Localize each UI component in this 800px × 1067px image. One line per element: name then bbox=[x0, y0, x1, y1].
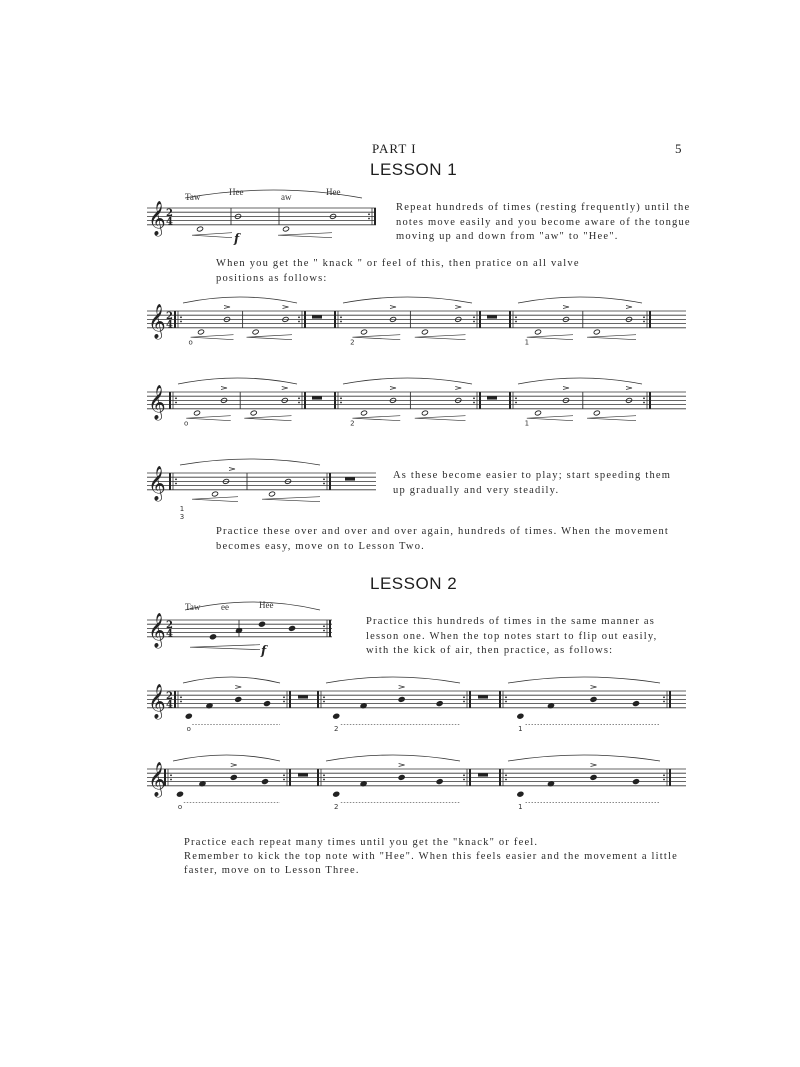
accent-mark bbox=[626, 387, 632, 390]
quarter-note bbox=[517, 791, 524, 797]
crescendo-hairpin bbox=[587, 335, 636, 340]
repeat-dot bbox=[323, 696, 325, 698]
quarter-note bbox=[258, 621, 265, 627]
lesson-1-practice-instructions: Practice these over and over and over again, hundreds of times. When the movement becomes easy, move on to Lesson Two. bbox=[216, 526, 670, 552]
quarter-note bbox=[333, 713, 340, 719]
repeat-dot bbox=[323, 630, 325, 632]
valve-fingering: 3 bbox=[179, 513, 185, 522]
repeat-dot bbox=[170, 779, 172, 781]
crescendo-hairpin bbox=[190, 645, 260, 650]
time-signature-bottom: 4 bbox=[166, 699, 173, 711]
repeat-dot bbox=[175, 478, 177, 480]
quarter-note bbox=[590, 774, 597, 780]
treble-clef-icon: 𝄞 bbox=[148, 465, 166, 501]
slur bbox=[518, 378, 642, 384]
forte-dynamic: f bbox=[234, 231, 240, 246]
crescendo-hairpin bbox=[191, 335, 234, 340]
repeat-dot bbox=[663, 774, 665, 776]
crescendo-hairpin bbox=[352, 335, 400, 340]
lesson-2-instructions: Practice this hundreds of times in the same manner as lesson one. When the top notes start to flip out easily, with the kick of air, then practice, as follows: bbox=[366, 616, 658, 656]
crescendo-hairpin bbox=[527, 335, 573, 340]
accent-mark bbox=[229, 468, 235, 471]
treble-clef-icon: 𝄞 bbox=[148, 384, 166, 420]
repeat-dot bbox=[505, 696, 507, 698]
repeat-dot bbox=[283, 779, 285, 781]
slur bbox=[173, 755, 280, 761]
staves bbox=[147, 208, 686, 786]
crescendo-hairpin bbox=[186, 416, 231, 421]
treble-clef-icon: 𝄞 bbox=[148, 683, 166, 719]
repeat-dot bbox=[175, 402, 177, 404]
valve-fingering: o bbox=[188, 338, 193, 347]
crescendo-hairpin bbox=[415, 416, 466, 421]
whole-rest bbox=[298, 695, 308, 698]
repeat-dot bbox=[283, 774, 285, 776]
lesson-1-speed-instructions: As these become easier to play; start speeding them up gradually and very steadily. bbox=[393, 470, 672, 496]
accent-mark bbox=[282, 387, 288, 390]
valve-fingering: 1 bbox=[518, 802, 523, 811]
repeat-dot bbox=[643, 321, 645, 323]
repeat-dot bbox=[323, 625, 325, 627]
syllable-hee-2: Hee bbox=[326, 187, 341, 197]
repeat-dot bbox=[298, 402, 300, 404]
syllable-taw-l2: Taw bbox=[185, 602, 201, 612]
slur bbox=[518, 297, 642, 303]
repeat-dot bbox=[323, 774, 325, 776]
whole-rest bbox=[487, 396, 497, 399]
slur bbox=[185, 602, 320, 610]
repeat-dot bbox=[663, 696, 665, 698]
whole-rest bbox=[298, 773, 308, 776]
treble-clef-icon: 𝄞 bbox=[148, 200, 166, 236]
part-heading: PART I bbox=[372, 141, 417, 156]
slur bbox=[183, 677, 280, 683]
repeat-dot bbox=[463, 774, 465, 776]
quarter-note bbox=[209, 634, 216, 640]
repeat-dot bbox=[323, 483, 325, 485]
accent-mark bbox=[591, 764, 597, 767]
slur bbox=[343, 378, 472, 384]
repeat-dot bbox=[283, 701, 285, 703]
crescendo-hairpin bbox=[192, 233, 232, 238]
valve-fingering: 1 bbox=[524, 419, 530, 428]
accent-mark bbox=[283, 306, 289, 309]
valve-fingering: 2 bbox=[350, 419, 355, 428]
accent-mark bbox=[231, 764, 237, 767]
crescendo-hairpin bbox=[192, 497, 238, 502]
repeat-dot bbox=[323, 478, 325, 480]
quarter-note bbox=[230, 774, 237, 780]
whole-rest bbox=[345, 477, 355, 480]
half-note bbox=[282, 226, 289, 232]
accent-mark bbox=[563, 306, 569, 309]
repeat-dot bbox=[175, 397, 177, 399]
repeat-dot bbox=[505, 774, 507, 776]
accent-mark bbox=[626, 306, 632, 309]
crescendo-hairpin bbox=[262, 497, 320, 502]
crescendo-hairpin bbox=[587, 416, 636, 421]
half-note bbox=[360, 410, 367, 416]
quarter-note bbox=[436, 779, 443, 785]
time-signature-top: 2 bbox=[166, 207, 173, 219]
repeat-dot bbox=[643, 402, 645, 404]
crescendo-hairpin bbox=[244, 416, 291, 421]
repeat-dot bbox=[505, 701, 507, 703]
repeat-dot bbox=[175, 483, 177, 485]
repeat-dot bbox=[298, 397, 300, 399]
accent-mark bbox=[235, 686, 241, 689]
repeat-dot bbox=[663, 779, 665, 781]
treble-clef-icon: 𝄞 bbox=[148, 612, 166, 648]
accent-mark bbox=[591, 686, 597, 689]
treble-clef-icon: 𝄞 bbox=[148, 303, 166, 339]
valve-fingering: 2 bbox=[350, 338, 355, 347]
valve-fingering: 2 bbox=[334, 724, 339, 733]
crescendo-hairpin bbox=[278, 233, 332, 238]
repeat-dot bbox=[515, 321, 517, 323]
quarter-note bbox=[235, 696, 242, 702]
slur bbox=[508, 677, 660, 683]
repeat-dot bbox=[463, 779, 465, 781]
valve-fingering: o bbox=[186, 724, 191, 733]
crescendo-hairpin bbox=[247, 335, 293, 340]
repeat-dot bbox=[505, 779, 507, 781]
quarter-note bbox=[398, 774, 405, 780]
quarter-note bbox=[517, 713, 524, 719]
slur bbox=[178, 378, 297, 384]
half-note bbox=[193, 410, 200, 416]
treble-clef-icon: 𝄞 bbox=[148, 761, 166, 797]
repeat-dot bbox=[515, 316, 517, 318]
accent-mark bbox=[221, 387, 227, 390]
repeat-dot bbox=[323, 701, 325, 703]
half-note bbox=[211, 491, 218, 497]
accent-mark bbox=[455, 387, 461, 390]
notation-marks bbox=[148, 190, 670, 811]
repeat-dot bbox=[180, 316, 182, 318]
accent-mark bbox=[399, 686, 405, 689]
quarter-note bbox=[590, 696, 597, 702]
crescendo-hairpin bbox=[415, 335, 466, 340]
lesson-1-valve-instructions: When you get the " knack " or feel of this, then pratice on all valve positions as follows: bbox=[216, 258, 580, 284]
slur bbox=[326, 677, 460, 683]
whole-rest bbox=[478, 773, 488, 776]
accent-mark bbox=[455, 306, 461, 309]
forte-dynamic: f bbox=[261, 643, 267, 658]
slur bbox=[343, 297, 472, 303]
half-note bbox=[534, 329, 541, 335]
repeat-dot bbox=[515, 397, 517, 399]
repeat-dot bbox=[473, 316, 475, 318]
repeat-dot bbox=[180, 321, 182, 323]
repeat-dot bbox=[368, 218, 370, 220]
accent-mark bbox=[390, 387, 396, 390]
repeat-dot bbox=[340, 316, 342, 318]
accent-mark bbox=[390, 306, 396, 309]
time-signature-bottom: 4 bbox=[166, 216, 173, 228]
lesson-1-title: LESSON 1 bbox=[370, 160, 458, 179]
half-note bbox=[421, 329, 428, 335]
valve-fingering: 1 bbox=[179, 504, 185, 513]
repeat-dot bbox=[463, 696, 465, 698]
syllable-hee-l2: Hee bbox=[259, 600, 274, 610]
syllable-hee: Hee bbox=[229, 187, 244, 197]
valve-fingering: o bbox=[177, 802, 183, 811]
quarter-note bbox=[288, 625, 295, 631]
quarter-note bbox=[632, 779, 639, 785]
slur bbox=[326, 755, 460, 761]
quarter-note bbox=[436, 701, 443, 707]
crescendo-hairpin bbox=[527, 416, 573, 421]
time-signature-top: 2 bbox=[166, 619, 173, 631]
slur bbox=[183, 297, 297, 303]
page-number: 5 bbox=[675, 141, 682, 156]
accent-mark bbox=[399, 764, 405, 767]
time-signature-top: 2 bbox=[166, 690, 173, 702]
whole-rest bbox=[312, 315, 322, 318]
repeat-dot bbox=[283, 696, 285, 698]
half-note bbox=[268, 491, 275, 497]
half-note bbox=[534, 410, 541, 416]
whole-rest bbox=[487, 315, 497, 318]
repeat-dot bbox=[298, 321, 300, 323]
repeat-dot bbox=[170, 774, 172, 776]
repeat-dot bbox=[643, 397, 645, 399]
slur bbox=[180, 459, 320, 465]
quarter-note bbox=[632, 701, 639, 707]
repeat-dot bbox=[298, 316, 300, 318]
repeat-dot bbox=[368, 213, 370, 215]
quarter-note bbox=[333, 791, 340, 797]
quarter-note bbox=[185, 713, 192, 719]
half-note bbox=[360, 329, 367, 335]
crescendo-hairpin bbox=[352, 416, 400, 421]
syllable-ee-l2: ee bbox=[221, 602, 229, 612]
repeat-dot bbox=[340, 397, 342, 399]
half-note bbox=[250, 410, 257, 416]
time-signature-bottom: 4 bbox=[166, 628, 173, 640]
valve-fingering: 2 bbox=[334, 802, 339, 811]
repeat-dot bbox=[180, 701, 182, 703]
lesson-2-title: LESSON 2 bbox=[370, 574, 458, 593]
repeat-dot bbox=[663, 701, 665, 703]
time-signature-top: 2 bbox=[166, 310, 173, 322]
accent-mark bbox=[563, 387, 569, 390]
lesson-2-repeat-instructions: Practice each repeat many times until you get the "knack" or feel. Remember to kick the top note with "Hee". When this feels easier and the movement a little faster, move on to Lesson Three. bbox=[184, 837, 678, 876]
accent-mark bbox=[224, 306, 230, 309]
syllable-aw: aw bbox=[281, 192, 292, 202]
repeat-dot bbox=[323, 779, 325, 781]
repeat-dot bbox=[643, 316, 645, 318]
repeat-dot bbox=[463, 701, 465, 703]
repeat-dot bbox=[340, 321, 342, 323]
half-note bbox=[593, 329, 600, 335]
valve-fingering: 1 bbox=[518, 724, 523, 733]
quarter-note bbox=[398, 696, 405, 702]
whole-rest bbox=[312, 396, 322, 399]
lesson-1-instructions: Repeat hundreds of times (resting frequently) until the notes move easily and you become aware of the tongue moving up and down from "aw" to "Hee". bbox=[396, 202, 691, 242]
half-note bbox=[197, 329, 204, 335]
repeat-dot bbox=[515, 402, 517, 404]
valve-fingering: o bbox=[184, 419, 189, 428]
half-note bbox=[252, 329, 259, 335]
syllable-taw: Taw bbox=[185, 192, 201, 202]
valve-fingering: 1 bbox=[524, 338, 530, 347]
repeat-dot bbox=[340, 402, 342, 404]
repeat-dot bbox=[473, 321, 475, 323]
quarter-note bbox=[176, 791, 183, 797]
half-note bbox=[421, 410, 428, 416]
whole-rest bbox=[478, 695, 488, 698]
half-note bbox=[593, 410, 600, 416]
slur bbox=[508, 755, 660, 761]
half-note bbox=[196, 226, 203, 232]
slur bbox=[185, 190, 362, 198]
repeat-dot bbox=[473, 397, 475, 399]
quarter-note bbox=[263, 701, 270, 707]
repeat-dot bbox=[180, 696, 182, 698]
repeat-dot bbox=[473, 402, 475, 404]
quarter-note bbox=[261, 779, 268, 785]
time-signature-bottom: 4 bbox=[166, 319, 173, 331]
